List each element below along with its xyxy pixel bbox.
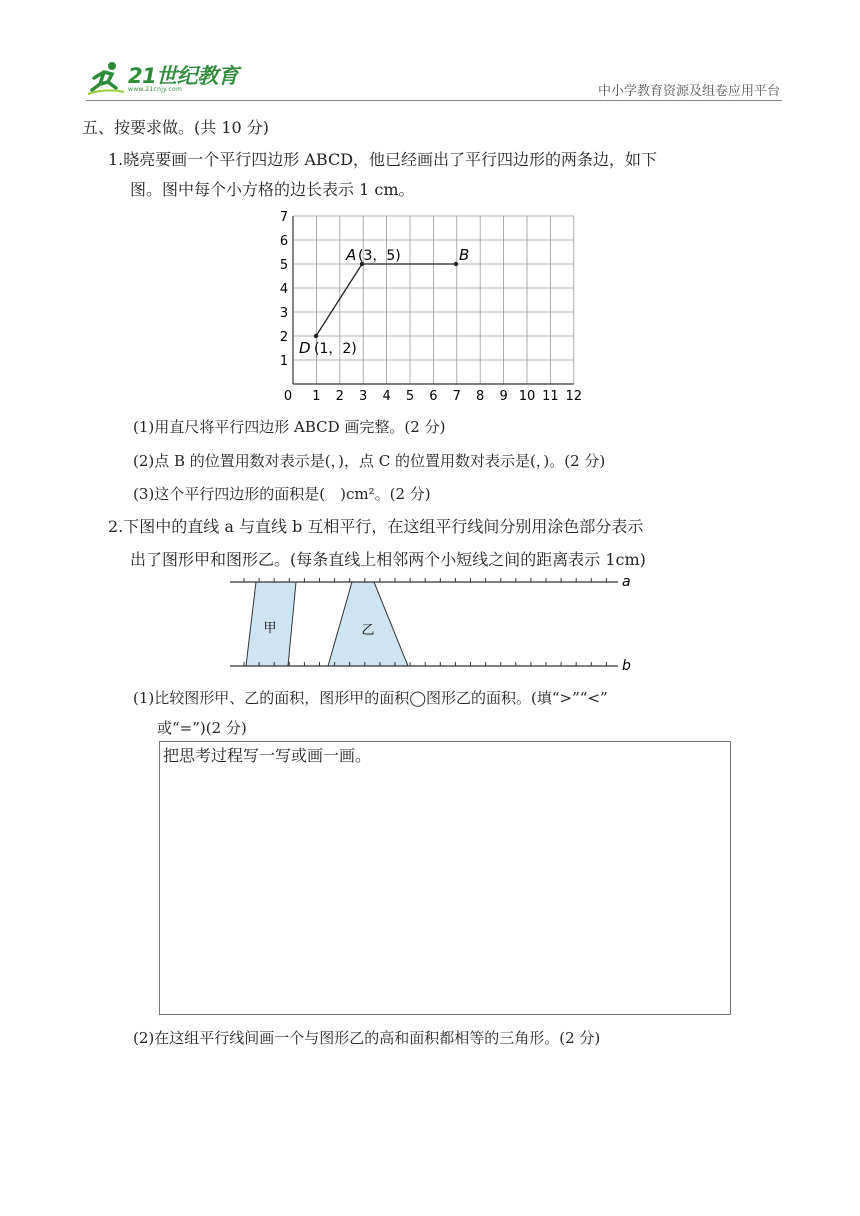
x-tick-labels bbox=[284, 389, 582, 404]
x-tick-label: 1 bbox=[312, 389, 321, 404]
logo-url: www.21cnjy.com bbox=[128, 86, 183, 93]
label-yi: 乙 bbox=[361, 623, 375, 638]
point-B bbox=[454, 262, 458, 266]
x-tick-label: 11 bbox=[542, 389, 559, 404]
label-A: A bbox=[346, 246, 357, 264]
y-tick-label: 5 bbox=[279, 258, 289, 273]
q1-sub1: (1)用直尺将平行四边形 ABCD 画完整。(2 分) bbox=[133, 418, 446, 436]
grid-lines bbox=[293, 216, 574, 384]
x-tick-label: 5 bbox=[405, 389, 415, 404]
header-divider bbox=[86, 100, 782, 101]
x-tick-label: 9 bbox=[499, 389, 508, 404]
x-tick-label: 7 bbox=[452, 389, 461, 404]
segment-DA bbox=[316, 264, 362, 336]
label-a: a bbox=[622, 574, 631, 590]
x-tick-label: 12 bbox=[565, 389, 583, 404]
coordinate-grid bbox=[270, 206, 590, 406]
q1-sub3: (3)这个平行四边形的面积是( )cm²。(2 分) bbox=[133, 485, 431, 503]
x-tick-label: 0 bbox=[283, 389, 293, 404]
logo-text: 21世纪教育 bbox=[128, 64, 239, 88]
y-tick-label: 1 bbox=[279, 354, 289, 369]
q2-sub1-line1: (1)比较图形甲、乙的面积，图形甲的面积◯图形乙的面积。(填“>”“<” bbox=[133, 689, 608, 707]
label-B: B bbox=[459, 246, 470, 264]
x-tick-label: 10 bbox=[518, 389, 536, 404]
label-b: b bbox=[622, 658, 631, 674]
q2-sub1-line2: 或“=”)(2 分) bbox=[157, 719, 247, 737]
answer-box[interactable] bbox=[159, 741, 731, 1015]
y-tick-label: 7 bbox=[279, 210, 289, 225]
platform-name: 中小学教育资源及组卷应用平台 bbox=[597, 84, 780, 99]
y-tick-label: 4 bbox=[279, 282, 289, 297]
q2-text-line1: 2.下图中的直线 a 与直线 b 互相平行，在这组平行线间分别用涂色部分表示 bbox=[108, 517, 644, 536]
label-A-coord: (3，5) bbox=[358, 248, 401, 264]
y-tick-labels bbox=[280, 210, 288, 369]
parallel-lines-figure bbox=[226, 572, 646, 674]
label-jia: 甲 bbox=[263, 621, 277, 636]
runner-icon bbox=[86, 58, 126, 98]
point-D bbox=[314, 334, 318, 338]
x-tick-label: 6 bbox=[429, 389, 438, 404]
x-tick-label: 4 bbox=[382, 389, 391, 404]
y-tick-label: 6 bbox=[279, 234, 289, 249]
y-tick-label: 3 bbox=[279, 306, 289, 321]
q2-sub2: (2)在这组平行线间画一个与图形乙的高和面积都相等的三角形。(2 分) bbox=[133, 1029, 601, 1047]
q1-text-line2: 图。图中每个小方格的边长表示 1 cm。 bbox=[130, 180, 415, 199]
x-tick-label: 8 bbox=[476, 389, 485, 404]
label-D-coord: (1，2) bbox=[314, 341, 357, 357]
y-tick-label: 2 bbox=[279, 330, 289, 345]
answer-box-hint: 把思考过程写一写或画一画。 bbox=[163, 746, 372, 765]
q1-sub2: (2)点 B 的位置用数对表示是(，)，点 C 的位置用数对表示是(，)。(2 分) bbox=[133, 452, 606, 470]
q1-text-line1: 1.晓亮要画一个平行四边形 ABCD，他已经画出了平行四边形的两条边，如下 bbox=[108, 150, 658, 169]
label-D: D bbox=[299, 339, 311, 357]
section-title: 五、按要求做。(共 10 分) bbox=[82, 118, 270, 137]
x-tick-label: 3 bbox=[359, 389, 368, 404]
x-tick-label: 2 bbox=[335, 389, 344, 404]
q2-text-line2: 出了图形甲和图形乙。(每条直线上相邻两个小短线之间的距离表示 1cm) bbox=[130, 550, 646, 569]
